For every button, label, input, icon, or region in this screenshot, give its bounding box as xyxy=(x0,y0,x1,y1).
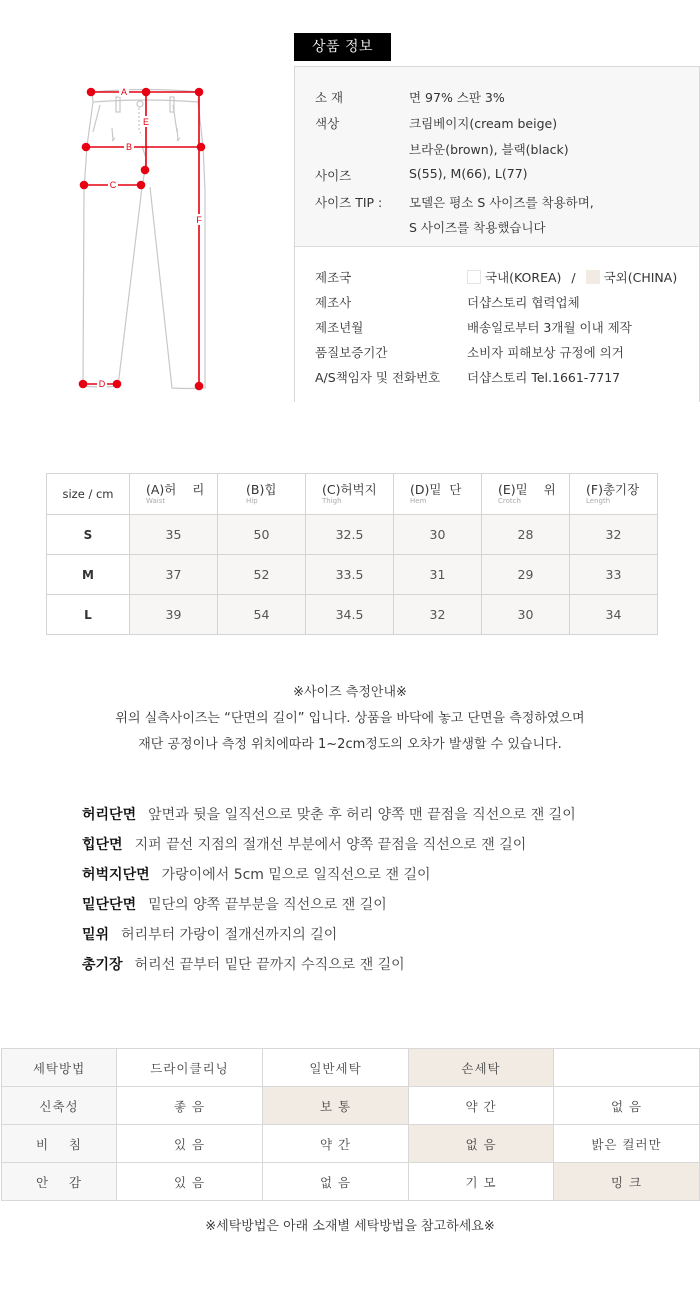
pants-measurement-diagram xyxy=(60,70,230,400)
col-thigh: (C)허벅지 Thigh xyxy=(306,474,394,515)
wash-note: ※세탁방법은 아래 소재별 세탁방법을 참고하세요※ xyxy=(205,1219,495,1234)
lining-row: 안 감 있 음 없 음 기 모 밍 크 xyxy=(2,1163,700,1201)
definition-crotch: 밑위 허리부터 가랑이 절개선까지의 길이 xyxy=(82,927,338,943)
measurement-notice xyxy=(0,680,700,758)
stretch-row: 신축성 좋 음 보 통 약 간 없 음 xyxy=(2,1087,700,1125)
col-waist: (A)허 리 Waist xyxy=(130,474,218,515)
see-through-row: 비 침 있 음 약 간 없 음 밝은 컬러만 xyxy=(2,1125,700,1163)
table-row: M 37 52 33.5 31 29 33 xyxy=(47,555,658,595)
notice-line-1: 위의 실측사이즈는 “단면의 길이” 입니다. 상품을 바닥에 놓고 단면을 측정하였으며 xyxy=(115,711,585,726)
size-table xyxy=(46,473,658,635)
notice-line-2: 재단 공정이나 측정 위치에따라 1~2cm정도의 오차가 발생할 수 있습니다. xyxy=(138,737,562,752)
table-row: L 39 54 34.5 32 30 34 xyxy=(47,595,658,635)
definition-hip: 힙단면 지퍼 끝선 지점의 절개선 부분에서 양쪽 끝점을 직선으로 잰 길이 xyxy=(82,837,527,853)
definition-hem: 밑단단면 밑단의 양쪽 끝부분을 직선으로 잰 길이 xyxy=(82,897,387,913)
svg-text:E: E xyxy=(142,117,150,127)
product-info-box xyxy=(294,66,700,402)
notice-title: ※사이즈 측정안내※ xyxy=(293,685,407,700)
wash-method-row: 세탁방법 드라이클리닝 일반세탁 손세탁 xyxy=(2,1049,700,1087)
col-hip: (B)힙 Hip xyxy=(218,474,306,515)
size-table-corner: size / cm xyxy=(47,474,130,515)
svg-text:D: D xyxy=(98,379,106,389)
product-legal-section: 제조국 국내(KOREA) / 국외(CHINA) 제조사 더샵스토리 협력업체 제조년월 배송일로부터 3개월 이내 제작 품질보증기간 소비자 피해보상 규정에 의거 A/S책임자 및 전화번호 더샵스토리 Tel.1661-7717 xyxy=(295,248,699,402)
fabric-care-table xyxy=(1,1048,700,1201)
svg-text:F: F xyxy=(196,215,202,225)
col-length: (F)총기장 Length xyxy=(570,474,658,515)
svg-text:B: B xyxy=(125,142,133,152)
definition-thigh: 허벅지단면 가랑이에서 5cm 밑으로 일직선으로 잰 길이 xyxy=(82,867,431,883)
pants-icon xyxy=(60,70,230,400)
size-table-header xyxy=(47,474,658,515)
svg-text:A: A xyxy=(120,87,128,97)
origin-domestic-checkbox xyxy=(467,270,481,284)
product-info-title: 상품 정보 xyxy=(294,33,391,61)
svg-text:C: C xyxy=(109,180,117,190)
origin-foreign-checkbox xyxy=(586,270,600,284)
col-hem: (D)밑 단 Hem xyxy=(394,474,482,515)
measurement-definitions xyxy=(82,800,576,980)
definition-waist: 허리단면 앞면과 뒷을 일직선으로 맞춘 후 허리 양쪽 맨 끝점을 직선으로 잰 길이 xyxy=(82,807,576,823)
product-spec-section: 소 재 면 97% 스판 3% 색상 크림베이지(cream beige) 브라운(brown), 블랙(black) 사이즈 S(55), M(66), L(77) 사이즈 TIP : 모델은 평소 S 사이즈를 착용하며, S 사이즈를 착용했습니다 xyxy=(295,67,699,247)
col-crotch: (E)밑 위 Crotch xyxy=(482,474,570,515)
table-row: S 35 50 32.5 30 28 32 xyxy=(47,515,658,555)
definition-length: 총기장 허리선 끝부터 밑단 끝까지 수직으로 잰 길이 xyxy=(82,957,405,973)
